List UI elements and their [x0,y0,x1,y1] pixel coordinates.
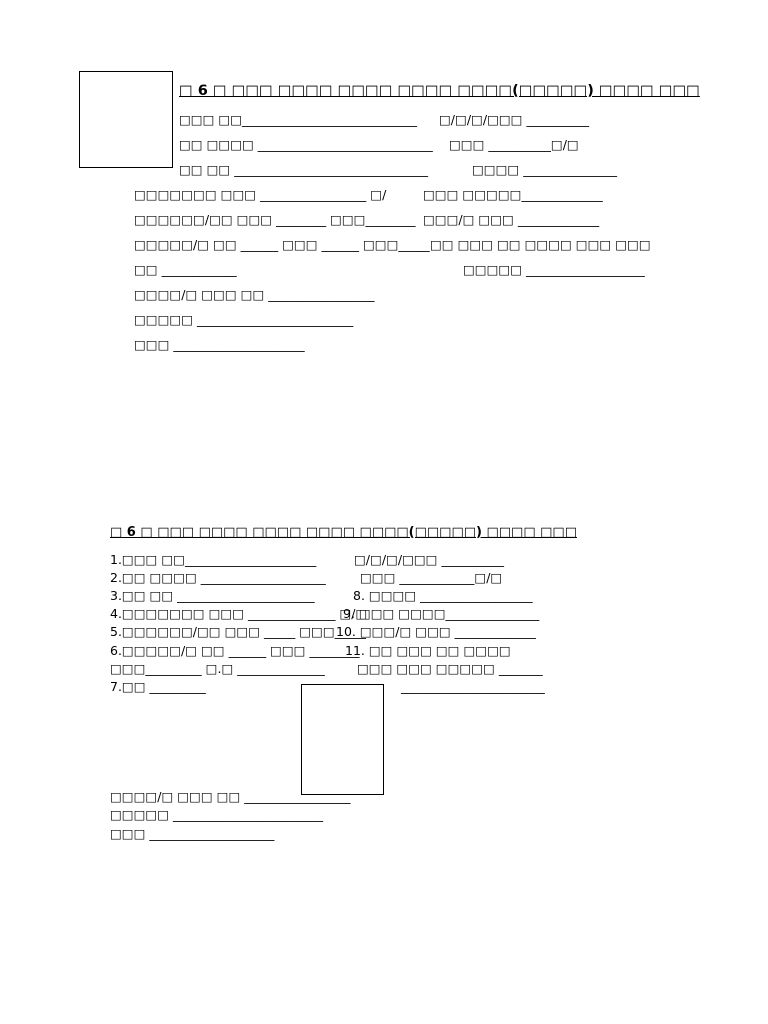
form2-field-3[interactable]: 3.□□ □□ ______________________ [110,588,315,603]
form1-father-field[interactable]: □□ □□□□ ____________________________ [179,137,433,152]
form1-field-l7[interactable]: □□ ____________ [134,262,237,277]
form2-field-caste[interactable]: □/□/□/□□□ __________ [354,552,504,567]
form2-field-9[interactable]: 9. □□□ □□□□_______________ [343,606,540,621]
form2-signature-line[interactable]: _______________________ [401,679,545,694]
form1-caste-field[interactable]: □/□/□/□□□ __________ [439,112,589,127]
form2-title: □ 6 □ □□□ □□□□ □□□□ □□□□ □□□□(□□□□□) □□□□ □□□ [110,525,577,540]
form1-title: □ 6 □ □□□ □□□□ □□□□ □□□□ □□□□(□□□□□) □□□□ □□□ [179,83,700,99]
form1-field-r7[interactable]: □□□□□ ___________________ [463,262,645,277]
form2-field-7[interactable]: 7.□□ _________ [110,679,206,694]
form2-field-bottom3[interactable]: □□□ ____________________ [110,826,275,841]
form2-field-5[interactable]: 5.□□□□□□/□□ □□□ _____ □□□_____ [110,624,366,639]
form2-field-6b[interactable]: □□□_________ □.□ ______________ [110,661,325,676]
form1-name-field[interactable]: □□□ □□____________________________ [179,112,418,127]
form2-field-2[interactable]: 2.□□ □□□□ ____________________ [110,570,326,585]
form1-field-l5[interactable]: □□□□□□/□□ □□□ ________ □□□________ [134,212,416,227]
form1-note-r6: □□ □□□ □□ □□□□ □□□ □□□ [430,237,651,252]
form2-field-age[interactable]: □□□ ____________□/□ [360,570,503,585]
form1-field-row9[interactable]: □□□□□ _________________________ [134,312,354,327]
form2-field-6[interactable]: 6.□□□□□/□ □□ ______ □□□ ________ [110,643,360,658]
form1-field-r5[interactable]: □□□/□ □□□ _____________ [423,212,600,227]
form1-field-row8[interactable]: □□□□/□ □□□ □□ _________________ [134,287,375,302]
form2-field-10[interactable]: 10. □□□/□ □□□ _____________ [336,624,536,639]
form1-field-l6[interactable]: □□□□□/□ □□ ______ □□□ ______ □□□_____ [134,237,430,252]
form1-field-r3[interactable]: □□□□ _______________ [472,162,617,177]
form2-field-11: 11. □□ □□□ □□ □□□□ [345,643,511,658]
form1-husband-field[interactable]: □□ □□ _______________________________ [179,162,428,177]
form2-field-bottom2[interactable]: □□□□□ ________________________ [110,807,324,822]
form1-age-field[interactable]: □□□ __________□/□ [449,137,579,152]
form2-field-11b[interactable]: □□□ □□□ □□□□□ _______ [357,661,543,676]
photo-box-bottom [301,684,384,795]
form1-field-l4[interactable]: □□□□□□□ □□□ _________________ □/ [134,187,387,202]
photo-box-top [79,71,173,168]
form2-field-4[interactable]: 4.□□□□□□□ □□□ ______________ □/□ [110,606,368,621]
form2-field-1[interactable]: 1.□□□ □□_____________________ [110,552,317,567]
form1-field-row10[interactable]: □□□ _____________________ [134,337,305,352]
form2-field-8[interactable]: 8. □□□□ __________________ [353,588,533,603]
form2-field-bottom1[interactable]: □□□□/□ □□□ □□ _________________ [110,789,351,804]
form1-field-r4[interactable]: □□□ □□□□□_____________ [423,187,603,202]
